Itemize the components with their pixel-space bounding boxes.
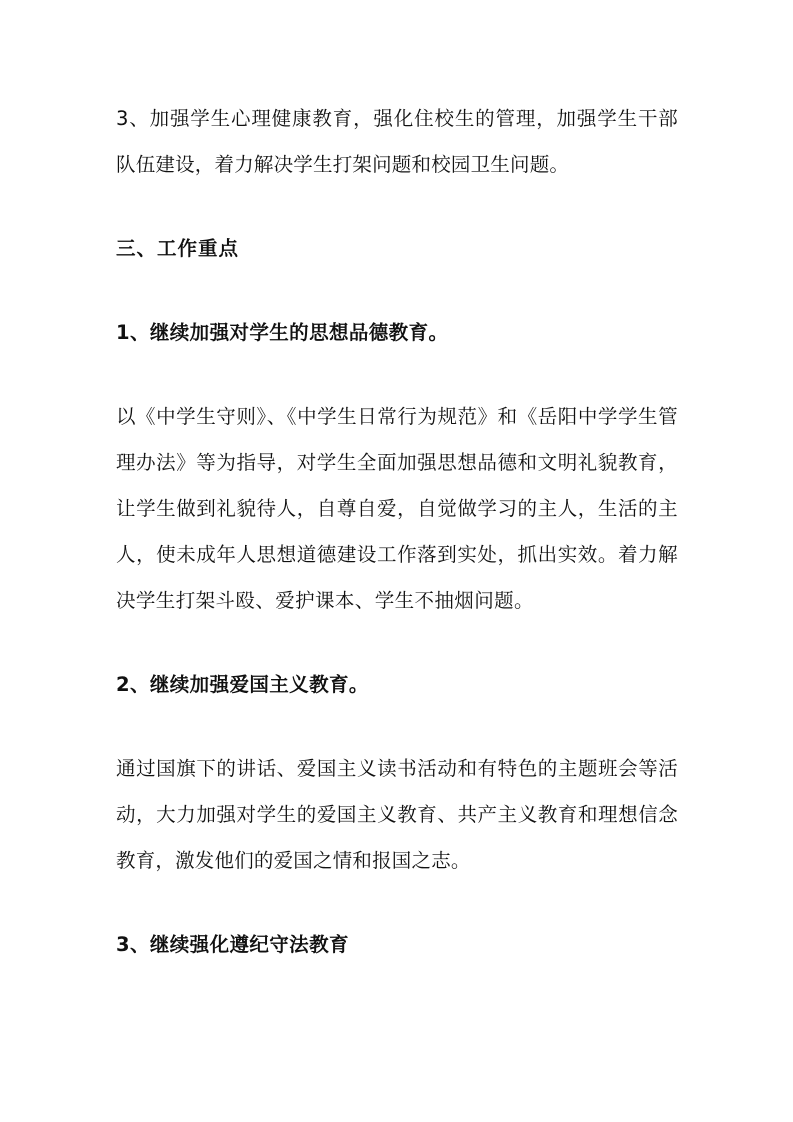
paragraph-point-1-title: 1、继续加强对学生的思想品德教育。 <box>116 321 449 344</box>
paragraph-item-3-mental-health: 3、加强学生心理健康教育，强化住校生的管理，加强学生干部队伍建设，着力解决学生打架问题和校园卫生问题。 <box>116 107 678 176</box>
paragraph-point-2-body: 通过国旗下的讲话、爱国主义读书活动和有特色的主题班会等活动，大力加强对学生的爱国主义教育、共产主义教育和理想信念教育，激发他们的爱国之情和报国之志。 <box>116 757 678 872</box>
document-body <box>116 96 678 968</box>
paragraph-point-1-body: 以《中学生守则》、《中学生日常行为规范》和《岳阳中学学生管理办法》等为指导，对学生全面加强思想品德和文明礼貌教育，让学生做到礼貌待人，自尊自爱，自觉做学习的主人，生活的主人，使未成年人思想道德建设工作落到实处，抓出实效。着力解决学生打架斗殴、爱护课本、学生不抽烟问题。 <box>116 405 678 612</box>
paragraph-section-three-heading: 三、工作重点 <box>116 237 240 260</box>
paragraph-point-3-title: 3、继续强化遵纪守法教育 <box>116 933 349 956</box>
paragraph-point-2-title: 2、继续加强爱国主义教育。 <box>116 673 369 696</box>
